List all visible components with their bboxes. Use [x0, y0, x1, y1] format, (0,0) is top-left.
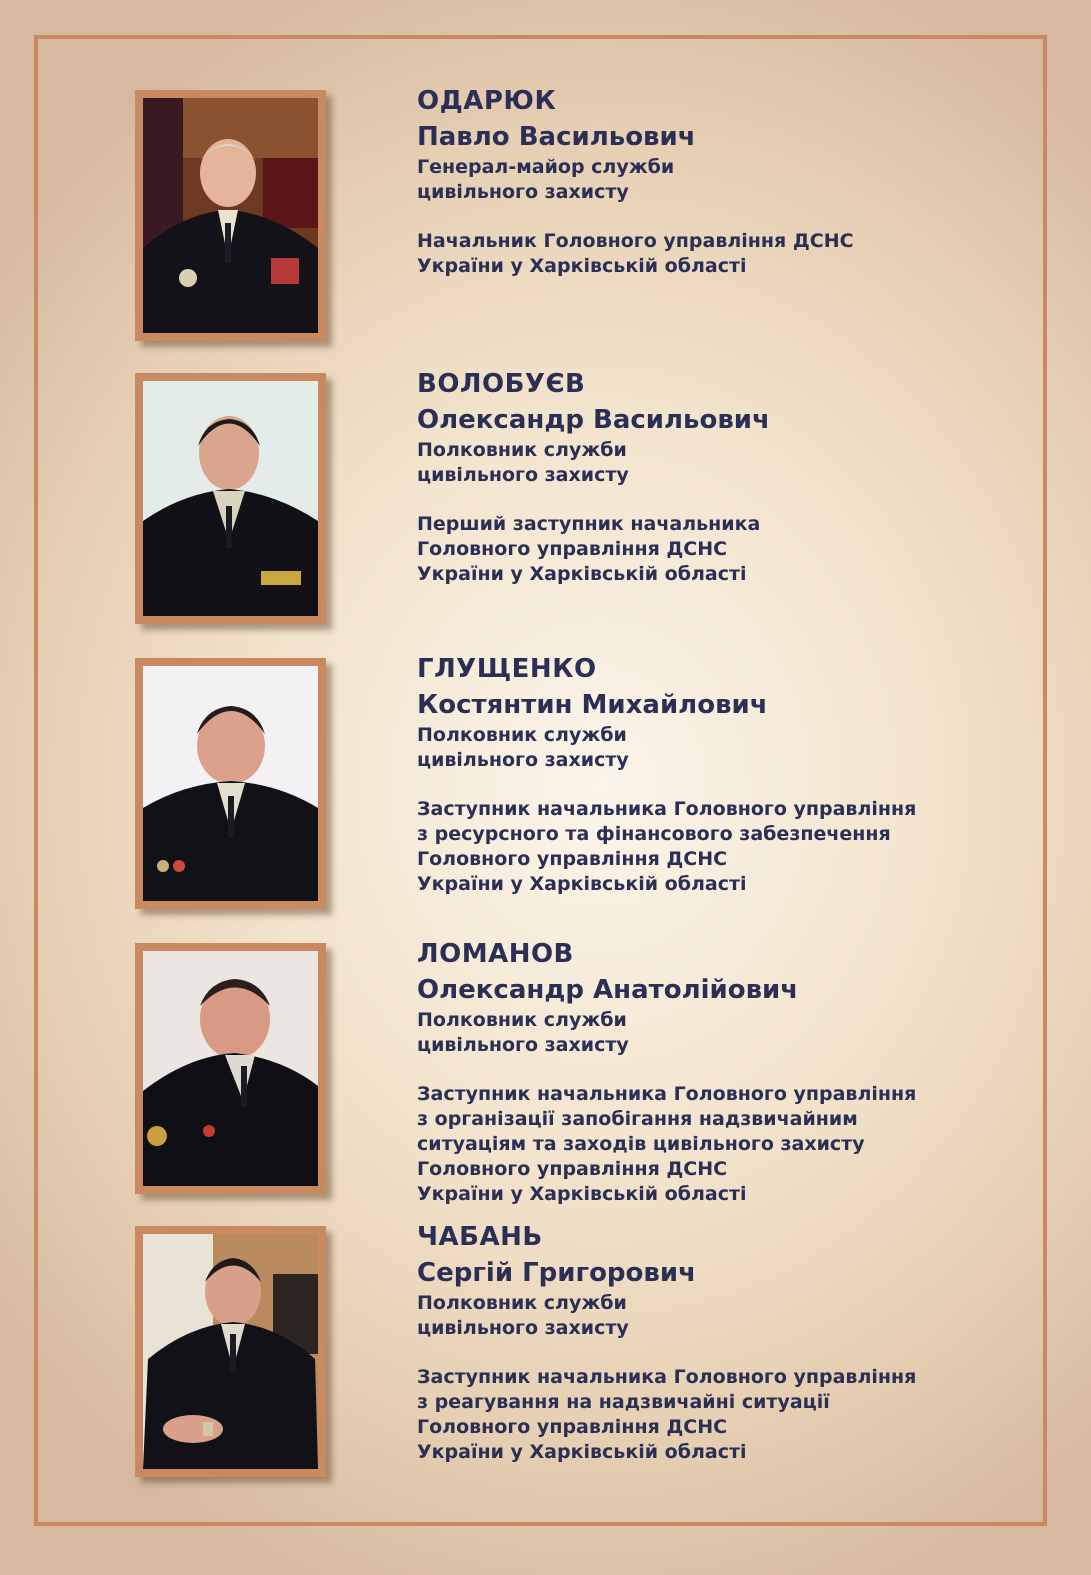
- portrait-photo: [135, 658, 326, 909]
- person-rank-line: Полковник служби: [417, 1292, 627, 1314]
- person-position-line: України у Харківській області: [417, 255, 747, 277]
- person-surname: ГЛУЩЕНКО: [417, 654, 597, 684]
- person-position-line: Головного управління ДСНС: [417, 1416, 728, 1438]
- person-position-line: Головного управління ДСНС: [417, 1158, 728, 1180]
- portrait-photo: [135, 373, 326, 624]
- person-surname: ЛОМАНОВ: [417, 939, 574, 969]
- person-given-names: Костянтин Михайлович: [417, 690, 768, 720]
- person-position-line: Головного управління ДСНС: [417, 848, 728, 870]
- person-position-line: України у Харківській області: [417, 873, 747, 895]
- portrait-photo: [135, 90, 326, 341]
- person-position-line: Головного управління ДСНС: [417, 538, 728, 560]
- person-rank-line: цивільного захисту: [417, 464, 629, 486]
- person-position-line: України у Харківській області: [417, 563, 747, 585]
- person-rank-line: цивільного захисту: [417, 1034, 629, 1056]
- person-position-line: Заступник начальника Головного управління: [417, 1083, 917, 1105]
- person-position-line: Начальник Головного управління ДСНС: [417, 230, 854, 252]
- portrait-photo: [135, 1226, 326, 1477]
- person-given-names: Олександр Васильович: [417, 405, 770, 435]
- portrait-hlushchenko: [143, 666, 318, 901]
- person-rank-line: Генерал-майор служби: [417, 156, 675, 178]
- person-position-line: ситуаціям та заходів цивільного захисту: [417, 1133, 865, 1155]
- portrait-odariuk: [143, 98, 318, 333]
- person-given-names: Олександр Анатолійович: [417, 975, 799, 1005]
- person-position-line: Перший заступник начальника: [417, 513, 761, 535]
- person-rank-line: цивільного захисту: [417, 1317, 629, 1339]
- portrait-volobuiev: [143, 381, 318, 616]
- person-given-names: Сергій Григорович: [417, 1258, 696, 1288]
- person-position-line: Заступник начальника Головного управління: [417, 798, 917, 820]
- portrait-chaban: [143, 1234, 318, 1469]
- person-position-line: з реагування на надзвичайні ситуації: [417, 1391, 830, 1413]
- person-rank-line: цивільного захисту: [417, 181, 629, 203]
- person-surname: ОДАРЮК: [417, 86, 557, 116]
- person-position-line: з організації запобігання надзвичайним: [417, 1108, 858, 1130]
- person-rank-line: Полковник служби: [417, 439, 627, 461]
- person-rank-line: цивільного захисту: [417, 749, 629, 771]
- person-surname: ВОЛОБУЄВ: [417, 369, 586, 399]
- person-position-line: України у Харківській області: [417, 1441, 747, 1463]
- person-surname: ЧАБАНЬ: [417, 1222, 543, 1252]
- person-rank-line: Полковник служби: [417, 724, 627, 746]
- person-given-names: Павло Васильович: [417, 122, 696, 152]
- person-position-line: України у Харківській області: [417, 1183, 747, 1205]
- person-position-line: Заступник начальника Головного управління: [417, 1366, 917, 1388]
- portrait-photo: [135, 943, 326, 1194]
- person-position-line: з ресурсного та фінансового забезпечення: [417, 823, 891, 845]
- person-rank-line: Полковник служби: [417, 1009, 627, 1031]
- portrait-lomanov: [143, 951, 318, 1186]
